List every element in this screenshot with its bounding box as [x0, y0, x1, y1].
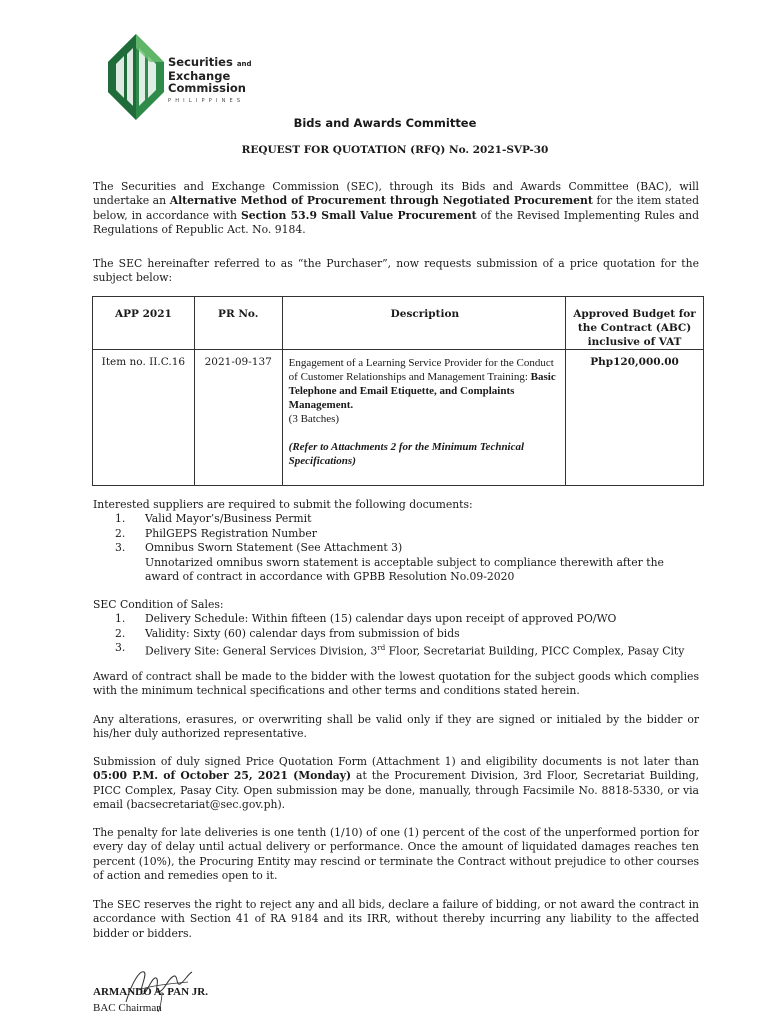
conditions-list	[93, 598, 699, 659]
list-item: 3. Omnibus Sworn Statement (See Attachment 3)	[115, 541, 403, 555]
cell-app: Item no. II.C.16	[93, 350, 195, 486]
signatory-name: ARMANDO A. PAN JR.	[93, 986, 208, 998]
header-pr: PR No.	[194, 297, 282, 350]
list-item: 2. PhilGEPS Registration Number	[115, 526, 317, 540]
rfq-title: REQUEST FOR QUOTATION (RFQ) No. 2021-SVP-30	[241, 144, 549, 156]
documents-intro: Interested suppliers are required to submit the following documents:	[93, 498, 473, 511]
items-table	[92, 296, 704, 486]
description-note: (Refer to Attachments 2 for the Minimum Technical Specifications)	[288, 441, 525, 467]
purchaser-paragraph: The SEC hereinafter referred to as “the Purchaser”, now requests submission of a price quotation for the subject below:	[93, 257, 699, 285]
award-paragraph: Award of contract shall be made to the bidder with the lowest quotation for the subject goods which complies with the minimum technical specifications and other terms and conditions stated herein.	[93, 670, 699, 698]
committee-title: Bids and Awards Committee	[293, 116, 477, 130]
table-row	[93, 350, 704, 486]
sec-logo-icon	[106, 34, 168, 120]
conditions-intro: SEC Condition of Sales:	[93, 598, 224, 611]
sec-logo-text: Securities and Exchange Commission PHILIPPINES	[168, 55, 252, 104]
documents-list	[93, 498, 699, 584]
sec-logo	[106, 34, 256, 122]
documents-note: Unnotarized omnibus sworn statement is acceptable subject to compliance therewith after the award of contract in accordance with GPBB Resolution No.09-2020	[145, 555, 664, 584]
header-description: Description	[282, 297, 565, 350]
cell-pr: 2021-09-137	[194, 350, 282, 486]
cell-description: Engagement of a Learning Service Provider for the Conduct of Customer Relationships and Management Training: Basic Telephone and Email Etiquette, and Complaints Management. (3 Batches) (Refer to Attachments 2 for the Minimum Technical Specifications)	[282, 350, 565, 486]
header-app: APP 2021	[93, 297, 195, 350]
alterations-paragraph: Any alterations, erasures, or overwriting shall be valid only if they are signed or initialed by the bidder or his/her duly authorized representative.	[93, 713, 699, 741]
list-item: 1. Valid Mayor’s/Business Permit	[115, 512, 312, 526]
list-item: 1. Delivery Schedule: Within fifteen (15) calendar days upon receipt of approved PO/WO	[115, 612, 617, 626]
table-header-row	[93, 297, 704, 350]
penalty-paragraph: The penalty for late deliveries is one tenth (1/10) of one (1) percent of the cost of the unperformed portion for every day of delay until actual delivery or performance. Once the amount of liquidated damages reaches ten percent (10%), the Procuring Entity may rescind or terminate the Contract without prejudice to other courses of action and remedies open to it.	[93, 826, 699, 883]
cell-budget: Php120,000.00	[566, 350, 704, 486]
intro-paragraph: The Securities and Exchange Commission (SEC), through its Bids and Awards Committee (BAC), will undertake an Alternative Method of Procurement through Negotiated Procurement for the item stated below, in accordance with Section 53.9 Small Value Procurement of the Revised Implementing Rules and Regulations of Republic Act. No. 9184.	[93, 180, 699, 237]
signatory-title: BAC Chairman	[93, 1002, 162, 1014]
reserve-paragraph: The SEC reserves the right to reject any and all bids, declare a failure of bidding, or not award the contract in accordance with Section 41 of RA 9184 and its IRR, without thereby incurring any liability to the affected bidder or bidders.	[93, 898, 699, 940]
list-item: 2. Validity: Sixty (60) calendar days from submission of bids	[115, 626, 460, 640]
list-item: 3. Delivery Site: General Services Division, 3rd Floor, Secretariat Building, PICC Complex, Pasay City	[115, 641, 685, 658]
header-abc: Approved Budget for the Contract (ABC) inclusive of VAT	[566, 297, 704, 350]
submission-paragraph: Submission of duly signed Price Quotation Form (Attachment 1) and eligibility documents is not later than 05:00 P.M. of October 25, 2021 (Monday) at the Procurement Division, 3rd Floor, Secretariat Building, PICC Complex, Pasay City. Open submission may be done, manually, through Facsimile No. 8818-5330, or via email (bacsecretariat@sec.gov.ph).	[93, 755, 699, 812]
